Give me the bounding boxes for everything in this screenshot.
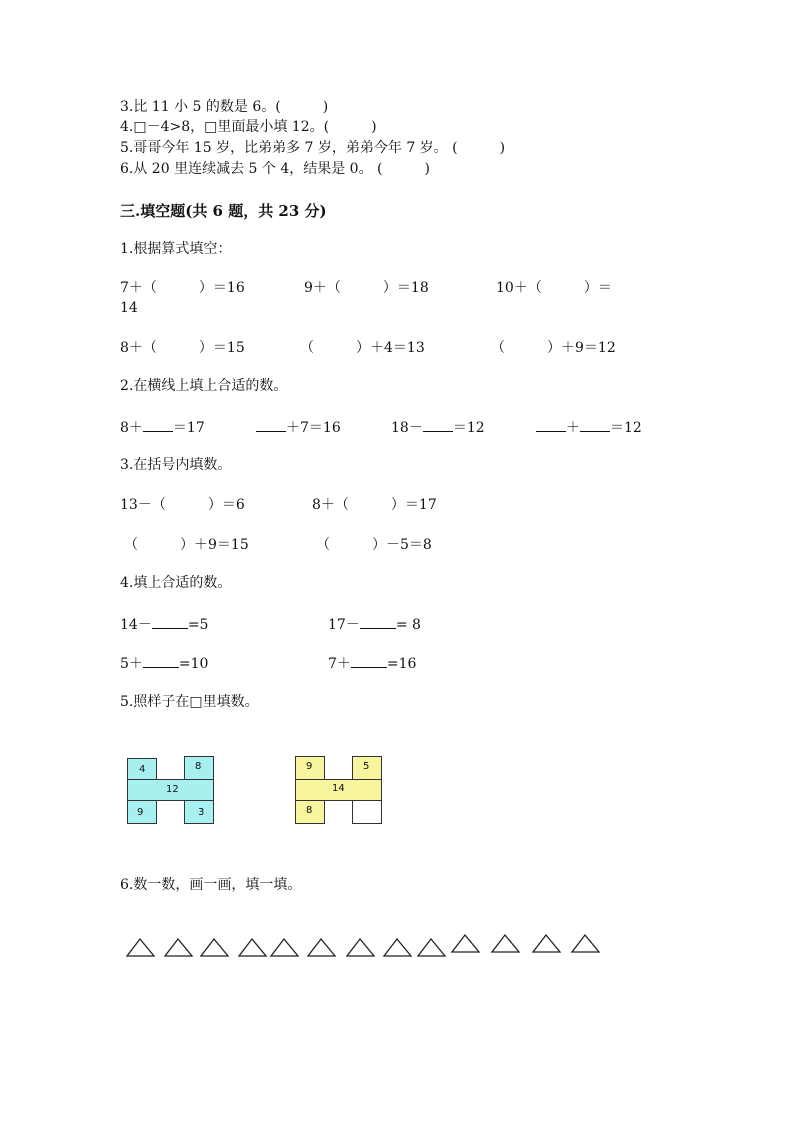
q6-title: 6.数一数，画一画，填一填。 bbox=[120, 877, 302, 893]
q2-mid: ＋ bbox=[566, 420, 580, 436]
answer-blank[interactable] bbox=[580, 419, 610, 432]
q1-item: 9＋（ ）＝18 bbox=[304, 280, 429, 296]
q4-item bbox=[120, 616, 208, 633]
cell-value: 9 bbox=[137, 807, 144, 818]
triangle-icon bbox=[307, 938, 337, 958]
answer-blank[interactable] bbox=[143, 419, 173, 432]
answer-blank[interactable] bbox=[536, 419, 566, 432]
triangle-icon bbox=[383, 938, 413, 958]
cell-value: 12 bbox=[166, 784, 179, 795]
triangle-icon bbox=[417, 938, 447, 958]
q1-item: 10＋（ ）＝ bbox=[496, 280, 612, 296]
answer-blank[interactable] bbox=[360, 616, 396, 629]
q4-pre: 17－ bbox=[328, 617, 360, 633]
q4-item bbox=[328, 616, 421, 633]
q2-item bbox=[391, 419, 485, 436]
q3-item: （ ）－5＝8 bbox=[316, 537, 432, 553]
q1-title: 1.根据算式填空： bbox=[120, 241, 232, 257]
cell-value: 14 bbox=[332, 783, 345, 794]
triangle-icon bbox=[451, 934, 481, 954]
q4-post: =5 bbox=[187, 617, 209, 633]
q1-item: （ ）＋4＝13 bbox=[300, 340, 425, 356]
q4-item bbox=[120, 655, 208, 672]
answer-blank[interactable] bbox=[152, 616, 188, 629]
q4-pre: 7＋ bbox=[328, 656, 351, 672]
q2-post: ＝12 bbox=[452, 420, 485, 436]
q2-item bbox=[120, 419, 205, 436]
q4-item bbox=[328, 655, 416, 672]
cell-value: 8 bbox=[195, 761, 202, 772]
q2-title: 2.在横线上填上合适的数。 bbox=[120, 378, 288, 394]
q4-post: = 8 bbox=[395, 617, 421, 633]
answer-blank[interactable] bbox=[143, 655, 179, 668]
triangle-icon bbox=[164, 938, 194, 958]
q1-item-wrap: 14 bbox=[120, 300, 138, 316]
triangle-icon bbox=[238, 938, 268, 958]
task-top-right-cell bbox=[352, 756, 382, 780]
q4-post: =16 bbox=[386, 656, 417, 672]
triangle-icon bbox=[200, 938, 230, 958]
q2-pre: 18－ bbox=[391, 420, 423, 436]
q1-item: 8＋（ ）＝15 bbox=[120, 340, 245, 356]
triangle-icon bbox=[270, 938, 300, 958]
q2-item bbox=[536, 419, 642, 436]
example-middle-cell bbox=[127, 779, 214, 801]
answer-blank[interactable] bbox=[256, 419, 286, 432]
q4-title: 4.填上合适的数。 bbox=[120, 575, 232, 591]
judgement-3: 3.比 11 小 5 的数是 6。( ) bbox=[120, 99, 329, 115]
cell-value: 5 bbox=[363, 761, 370, 772]
q3-item: （ ）＋9＝15 bbox=[124, 537, 249, 553]
cell-value: 3 bbox=[198, 807, 205, 818]
q4-pre: 14－ bbox=[120, 617, 152, 633]
q5-title: 5.照样子在□里填数。 bbox=[120, 694, 259, 710]
q3-title: 3.在括号内填数。 bbox=[120, 457, 232, 473]
q4-post: =10 bbox=[178, 656, 209, 672]
answer-blank[interactable] bbox=[351, 655, 387, 668]
q2-post: ＝17 bbox=[172, 420, 205, 436]
task-answer-box[interactable] bbox=[352, 800, 382, 824]
q4-pre: 5＋ bbox=[120, 656, 143, 672]
judgement-6: 6.从 20 里连续减去 5 个 4，结果是 0。 ( ) bbox=[120, 161, 430, 177]
triangle-icon bbox=[532, 934, 562, 954]
q3-item: 13－（ ）＝6 bbox=[120, 497, 245, 513]
q2-pre: 8＋ bbox=[120, 420, 143, 436]
judgement-5: 5.哥哥今年 15 岁，比弟弟多 7 岁，弟弟今年 7 岁。 ( ) bbox=[120, 140, 506, 156]
answer-blank[interactable] bbox=[423, 419, 453, 432]
example-bottom-left-cell bbox=[127, 800, 157, 824]
cell-value: 4 bbox=[139, 764, 146, 775]
q1-item: （ ）＋9＝12 bbox=[491, 340, 616, 356]
cell-value: 8 bbox=[306, 805, 313, 816]
section-title: 三.填空题(共 6 题，共 23 分) bbox=[120, 202, 327, 220]
triangle-icon bbox=[346, 938, 376, 958]
triangle-icon bbox=[571, 934, 601, 954]
q3-item: 8＋（ ）＝17 bbox=[312, 497, 437, 513]
judgement-4: 4.□－4>8，□里面最小填 12。( ) bbox=[120, 119, 377, 135]
task-top-left-cell bbox=[295, 756, 325, 780]
task-middle-cell bbox=[295, 779, 382, 801]
example-bottom-right-cell bbox=[184, 800, 214, 824]
q2-item bbox=[256, 419, 341, 436]
example-top-right-cell bbox=[184, 756, 214, 780]
task-bottom-left-cell bbox=[295, 800, 325, 824]
q2-post: ＋7＝16 bbox=[286, 420, 341, 436]
triangle-icon bbox=[491, 934, 521, 954]
q2-post: ＝12 bbox=[610, 420, 642, 436]
triangle-icon bbox=[126, 938, 156, 958]
cell-value: 9 bbox=[306, 761, 313, 772]
q1-item: 7＋（ ）＝16 bbox=[120, 280, 245, 296]
